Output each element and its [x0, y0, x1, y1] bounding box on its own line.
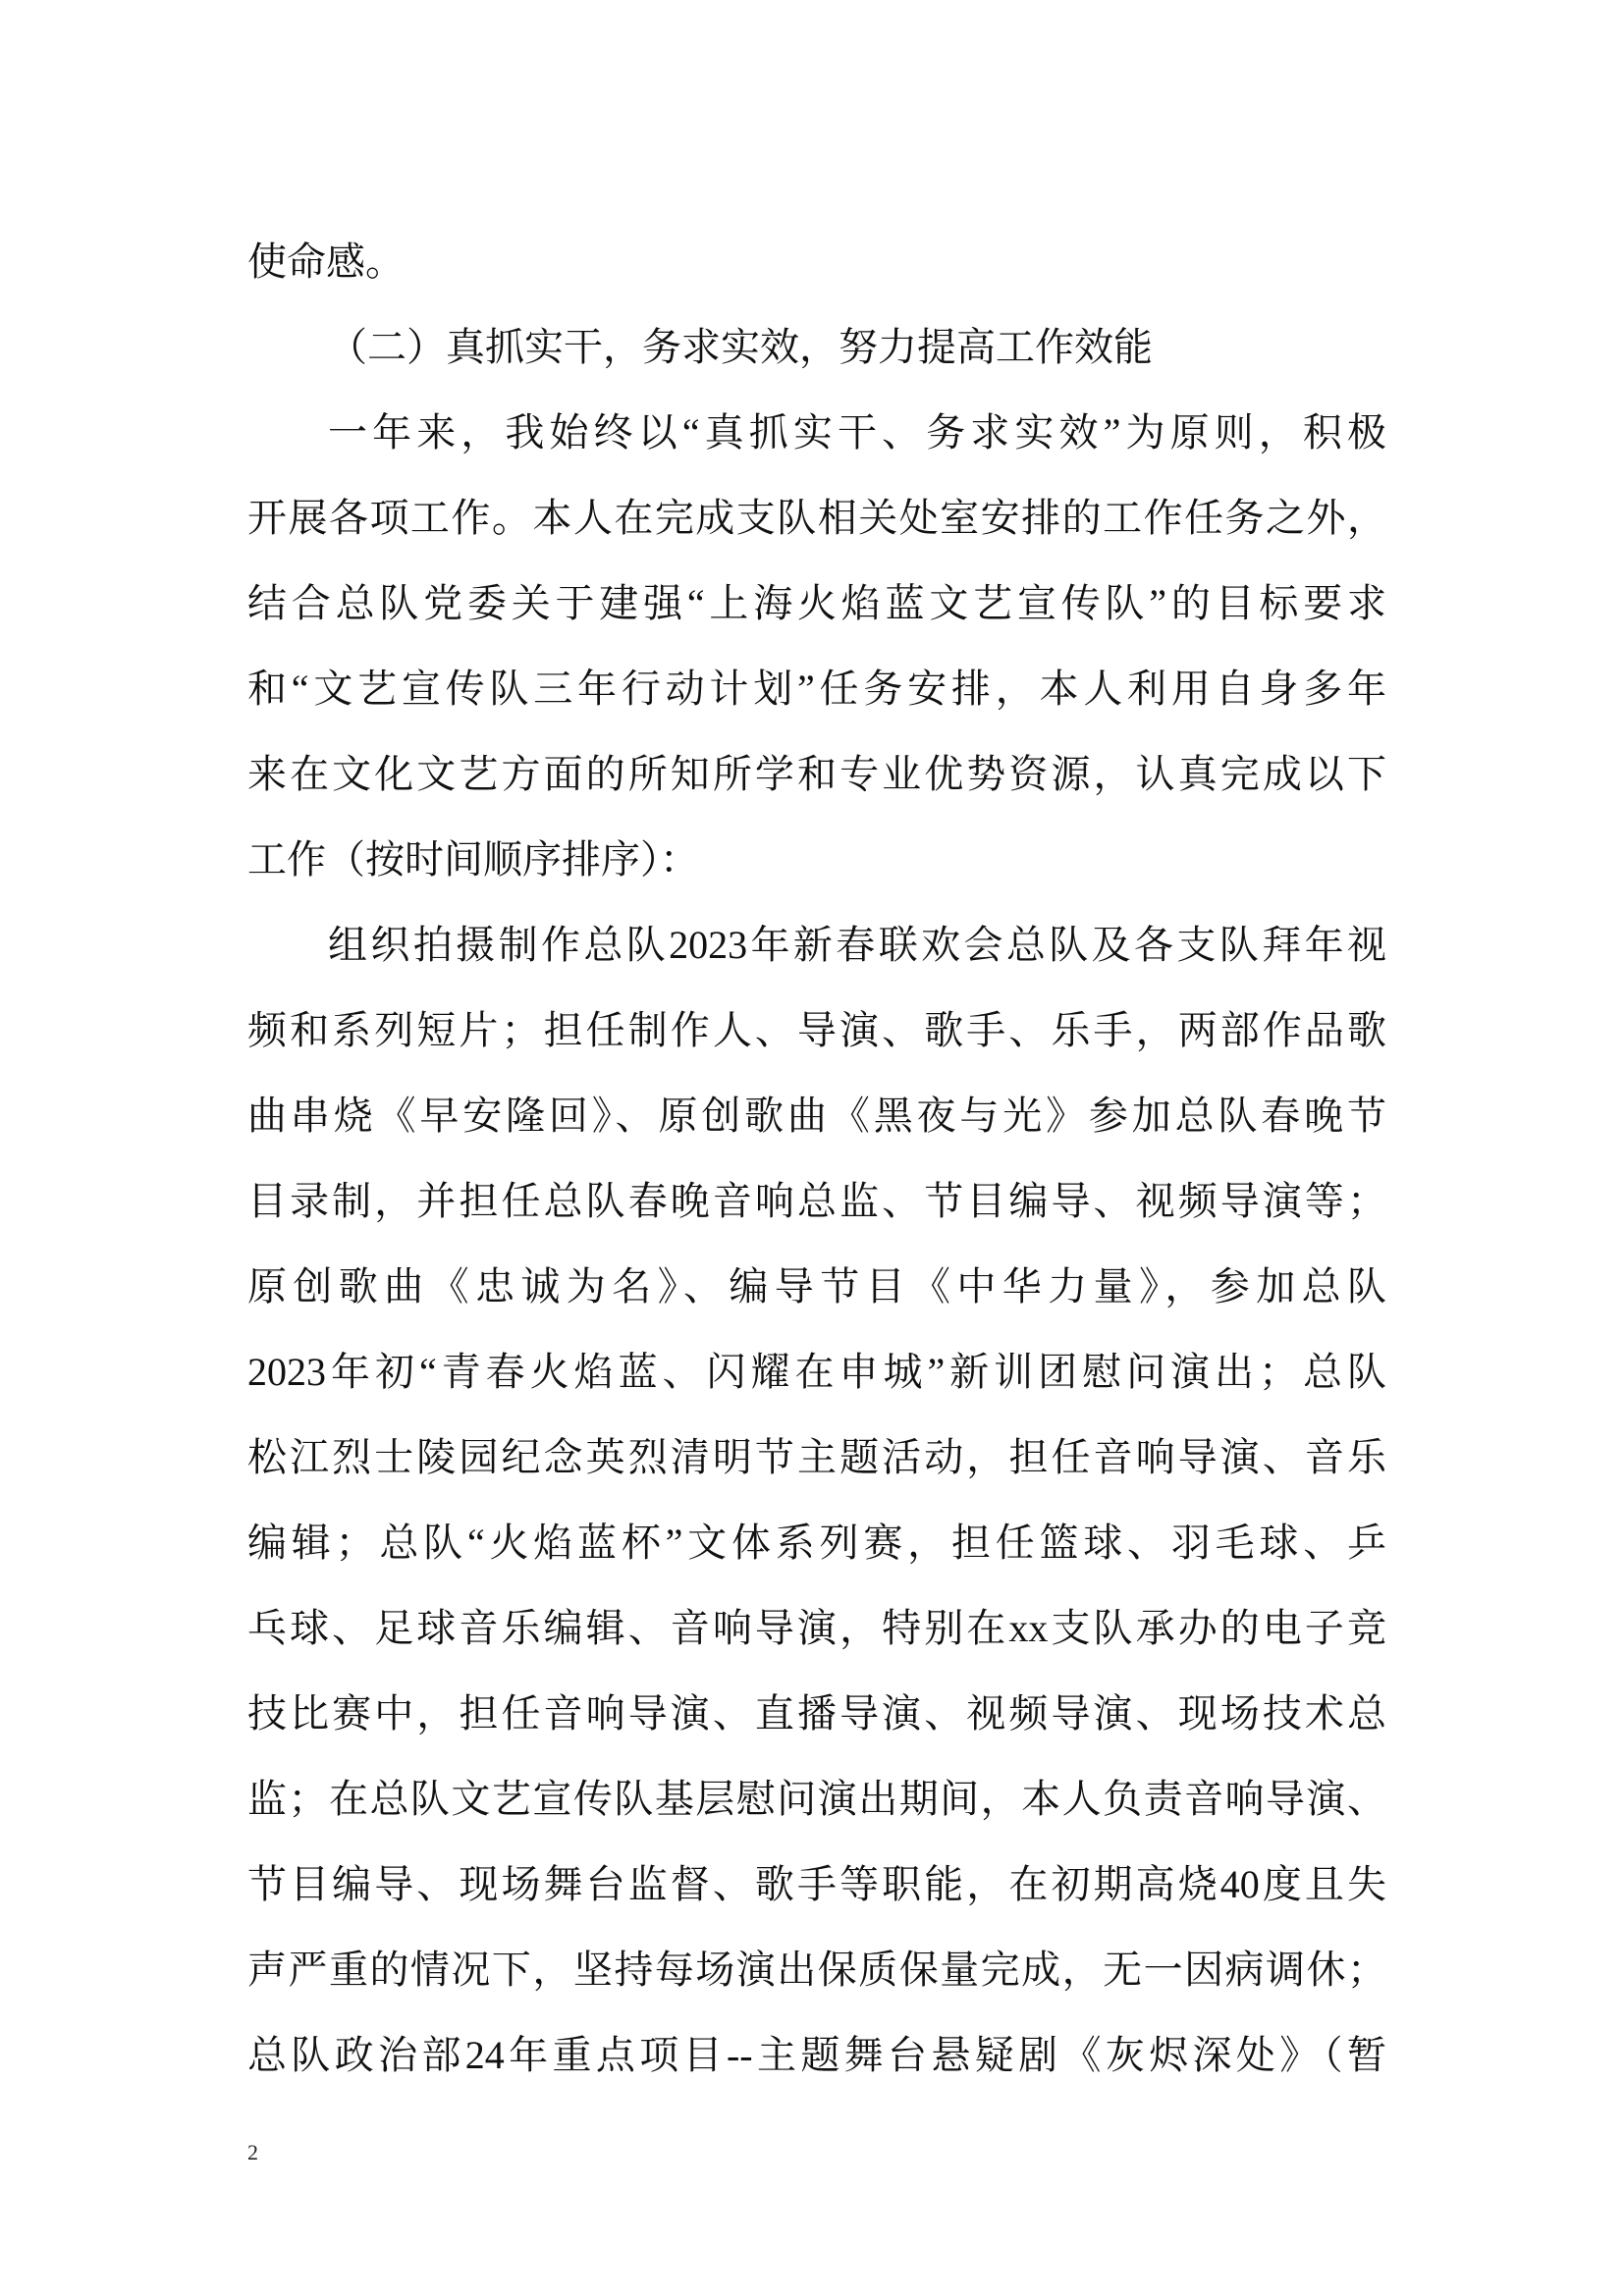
body-line: 监；在总队文艺宣传队基层慰问演出期间，本人负责音响导演、: [247, 1777, 1386, 1821]
body-line: 总队政治部24年重点项目--主题舞台悬疑剧《灰烬深处》（暂: [247, 2033, 1386, 2077]
body-line: 原创歌曲《忠诚为名》、编导节目《中华力量》，参加总队: [247, 1264, 1386, 1308]
body-line: 技比赛中，担任音响导演、直播导演、视频导演、现场技术总: [247, 1691, 1386, 1735]
body-line: 目录制，并担任总队春晚音响总监、节目编导、视频导演等；: [247, 1179, 1386, 1223]
document-body: [247, 219, 1386, 2098]
body-line: 使命感。: [247, 240, 405, 284]
body-line: 开展各项工作。本人在完成支队相关处室安排的工作任务之外，: [247, 496, 1386, 540]
body-line: 一年来，我始终以“真抓实干、务求实效”为原则，积极: [328, 410, 1386, 454]
body-line: 工作（按时间顺序排序）：: [247, 837, 699, 881]
body-line: 组织拍摄制作总队2023年新春联欢会总队及各支队拜年视: [328, 923, 1386, 967]
body-line: 编辑；总队“火焰蓝杯”文体系列赛，担任篮球、羽毛球、乒: [247, 1521, 1386, 1565]
body-line: 2023年初“青春火焰蓝、闪耀在申城”新训团慰问演出；总队: [247, 1350, 1386, 1394]
body-line: 来在文化文艺方面的所知所学和专业优势资源，认真完成以下: [247, 752, 1386, 796]
body-line: 乓球、足球音乐编辑、音响导演，特别在xx支队承办的电子竞: [247, 1606, 1386, 1650]
body-line: 曲串烧《早安隆回》、原创歌曲《黑夜与光》参加总队春晚节: [247, 1094, 1386, 1138]
body-line: 松江烈士陵园纪念英烈清明节主题活动，担任音响导演、音乐: [247, 1435, 1386, 1479]
body-line: 声严重的情况下，坚持每场演出保质保量完成，无一因病调休；: [247, 1948, 1386, 1992]
body-line: 和“文艺宣传队三年行动计划”任务安排，本人利用自身多年: [247, 667, 1386, 711]
body-line: 频和系列短片；担任制作人、导演、歌手、乐手，两部作品歌: [247, 1008, 1386, 1052]
section-heading: （二）真抓实干，务求实效，努力提高工作效能: [328, 325, 1153, 369]
body-line: 节目编导、现场舞台监督、歌手等职能，在初期高烧40度且失: [247, 1862, 1386, 1906]
page-number: 2: [247, 2140, 258, 2164]
body-line: 结合总队党委关于建强“上海火焰蓝文艺宣传队”的目标要求: [247, 581, 1386, 625]
